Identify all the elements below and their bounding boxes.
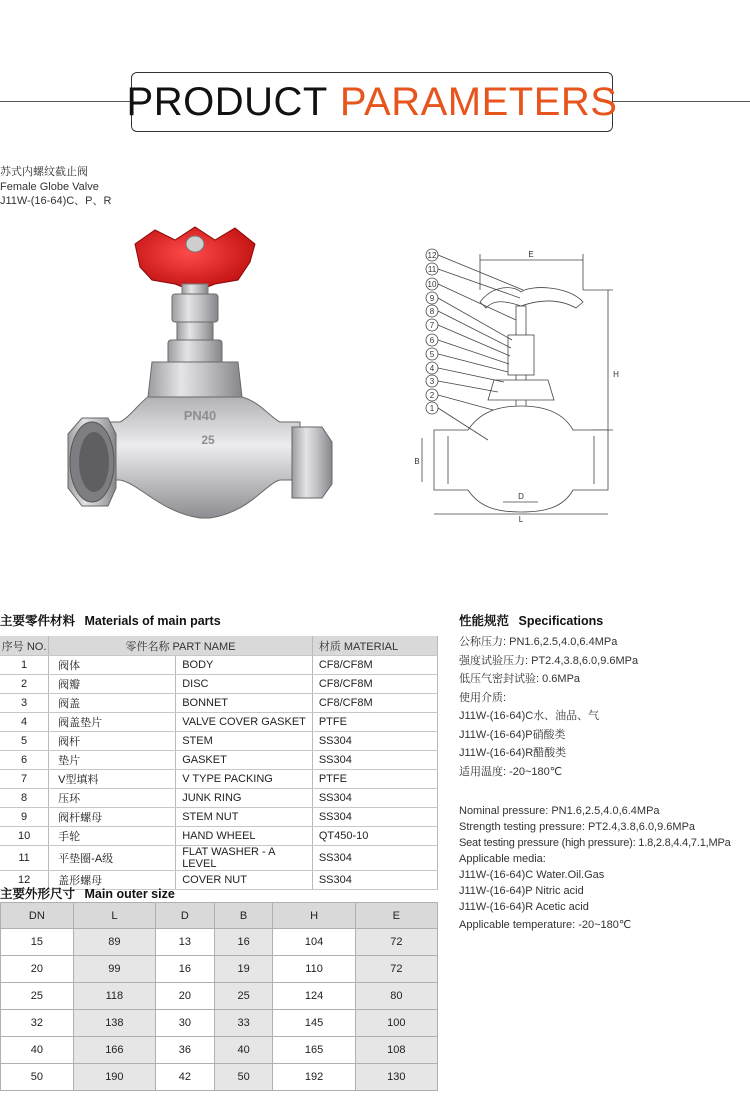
part-material: PTFE [312,713,437,732]
part-material: QT450-10 [312,827,437,846]
part-name-cn: 压环 [49,789,176,808]
materials-row [0,808,438,827]
materials-row [0,656,438,675]
spec-en-line: Applicable media: [459,853,546,865]
materials-title-en: Materials of main parts [84,614,221,628]
part-material: PTFE [312,770,437,789]
part-name-en: FLAT WASHER - A LEVEL [176,846,313,871]
dim-cell-h: 192 [273,1064,355,1091]
part-no: 11 [0,846,49,871]
materials-row [0,789,438,808]
part-callout-9: 9 [429,294,435,303]
dimensions-row [1,1037,438,1064]
dim-cell-e: 100 [355,1010,437,1037]
dim-cell-dn: 25 [1,983,74,1010]
dim-cell-h: 110 [273,956,355,983]
part-no: 12 [0,871,49,890]
spec-cn-line: 强度试验压力: PT2.4,3.8,6.0,9.6MPa [459,654,639,667]
product-name-en: Female Globe Valve [0,180,99,193]
part-material: SS304 [312,751,437,770]
part-callout-12: 12 [427,251,437,260]
dim-cell-l: 99 [73,956,155,983]
spec-en-line: Strength testing pressure: PT2.4,3.8,6.0,9.6MPa [459,821,696,833]
part-no: 9 [0,808,49,827]
dim-cell-l: 138 [73,1010,155,1037]
dimensions-row [1,983,438,1010]
dim-cell-d: 20 [156,983,215,1010]
materials-row [0,732,438,751]
dimensions-row [1,1064,438,1091]
dim-cell-b: 50 [214,1064,273,1091]
col-l: L [73,903,155,929]
part-material: SS304 [312,871,437,890]
dim-label-l: L [518,515,524,524]
dim-cell-e: 108 [355,1037,437,1064]
materials-row [0,827,438,846]
part-name-cn: 垫片 [49,751,176,770]
col-part-name: 零件名称 PART NAME [49,636,313,656]
dimensions-row [1,1010,438,1037]
dim-cell-d: 13 [156,929,215,956]
spec-en-line: J11W-(16-64)R Acetic acid [459,901,589,913]
part-callout-7: 7 [429,321,435,330]
col-dn: DN [1,903,74,929]
dim-cell-e: 72 [355,956,437,983]
materials-table [0,636,438,890]
materials-row [0,713,438,732]
dimensions-row [1,929,438,956]
dimensions-header-row [1,903,438,929]
specifications-cn-list [459,633,638,781]
part-name-cn: 阀瓣 [49,675,176,694]
specifications-title-cn: 性能规范 [459,614,510,628]
part-material: SS304 [312,732,437,751]
page-title [126,72,618,132]
part-material: SS304 [312,808,437,827]
part-no: 1 [0,656,49,675]
dim-cell-e: 72 [355,929,437,956]
part-name-en: VALVE COVER GASKET [176,713,313,732]
part-name-cn: 手轮 [49,827,176,846]
part-callout-6: 6 [429,336,435,345]
dim-cell-b: 16 [214,929,273,956]
part-name-en: GASKET [176,751,313,770]
dim-cell-b: 19 [214,956,273,983]
materials-title-cn: 主要零件材料 [0,614,76,628]
dim-cell-b: 25 [214,983,273,1010]
dim-cell-d: 36 [156,1037,215,1064]
specifications-title [459,611,603,629]
body-marking-pn: PN40 [183,408,217,423]
part-name-en: DISC [176,675,313,694]
part-callout-2: 2 [429,391,435,400]
dim-cell-b: 33 [214,1010,273,1037]
part-material: SS304 [312,789,437,808]
dimensions-title [0,884,175,902]
header-rule-left [0,101,131,102]
dim-cell-dn: 50 [1,1064,74,1091]
dim-label-e: E [528,250,534,259]
dimensions-row [1,956,438,983]
dim-cell-h: 104 [273,929,355,956]
dim-cell-dn: 20 [1,956,74,983]
dim-cell-d: 16 [156,956,215,983]
part-name-cn: 平垫圈-A级 [49,846,176,871]
valve-drawing [408,240,630,525]
part-callout-4: 4 [429,364,435,373]
dim-label-b: B [414,457,420,466]
specifications-en-list [459,803,731,933]
part-no: 2 [0,675,49,694]
col-material: 材质 MATERIAL [312,636,437,656]
dim-cell-dn: 15 [1,929,74,956]
spec-cn-line: 使用介质: [459,691,507,704]
dimensions-table [0,902,438,1091]
valve-photo [60,222,350,527]
part-callout-5: 5 [429,350,435,359]
dim-cell-b: 40 [214,1037,273,1064]
spec-cn-line: 低压气密封试验: 0.6MPa [459,673,581,685]
col-no: 序号 NO. [0,636,49,656]
part-callout-3: 3 [429,377,435,386]
part-no: 5 [0,732,49,751]
dim-cell-dn: 40 [1,1037,74,1064]
part-material: CF8/CF8M [312,694,437,713]
part-no: 4 [0,713,49,732]
dim-label-h: H [613,370,619,379]
dim-cell-dn: 32 [1,1010,74,1037]
part-name-en: BODY [176,656,313,675]
title-word-parameters: PARAMETERS [339,79,618,124]
dim-cell-l: 118 [73,983,155,1010]
product-label [0,165,111,209]
spec-cn-line: J11W-(16-64)C水、油品、气 [459,710,600,722]
spec-en-line: J11W-(16-64)C Water.Oil.Gas [459,869,605,881]
part-name-en: COVER NUT [176,871,313,890]
spec-cn-line: 公称压力: PN1.6,2.5,4.0,6.4MPa [459,636,618,648]
dim-cell-h: 145 [273,1010,355,1037]
dim-cell-d: 30 [156,1010,215,1037]
col-h: H [273,903,355,929]
spec-cn-line: J11W-(16-64)R醋酸类 [459,747,567,759]
part-material: CF8/CF8M [312,656,437,675]
dim-cell-h: 165 [273,1037,355,1064]
part-name-cn: V型填料 [49,770,176,789]
col-d: D [156,903,215,929]
part-no: 8 [0,789,49,808]
materials-row [0,675,438,694]
part-name-en: V TYPE PACKING [176,770,313,789]
part-callout-10: 10 [427,280,437,289]
spec-cn-line: J11W-(16-64)P硝酸类 [459,728,566,741]
spec-cn-line: 适用温度: -20~180℃ [459,765,563,778]
specifications-title-en: Specifications [518,614,604,628]
part-no: 10 [0,827,49,846]
col-e: E [355,903,437,929]
dim-label-d: D [518,492,524,501]
part-no: 6 [0,751,49,770]
part-name-cn: 盖形螺母 [49,871,176,890]
part-name-en: HAND WHEEL [176,827,313,846]
part-name-en: JUNK RING [176,789,313,808]
col-b: B [214,903,273,929]
part-no: 3 [0,694,49,713]
part-name-en: BONNET [176,694,313,713]
part-name-cn: 阀杆 [49,732,176,751]
dimensions-title-en: Main outer size [84,887,175,901]
body-marking-size: 25 [201,433,215,447]
spec-en-line: J11W-(16-64)P Nitric acid [459,885,584,897]
spec-en-line: Nominal pressure: PN1.6,2.5,4.0,6.4MPa [459,805,660,817]
part-callout-1: 1 [429,404,435,413]
materials-row [0,751,438,770]
part-name-en: STEM NUT [176,808,313,827]
spec-en-line: Seat testing pressure (high pressure): 1.8,2.8,4.4,7.1,MPa [459,837,731,849]
dimensions-title-cn: 主要外形尺寸 [0,887,76,901]
title-word-product: PRODUCT [126,79,328,124]
header-rule-right [613,101,750,102]
spec-en-line: Applicable temperature: -20~180℃ [459,919,632,931]
product-name-cn: 苏式内螺纹截止阀 [0,166,88,178]
dim-cell-e: 80 [355,983,437,1010]
part-name-cn: 阀体 [49,656,176,675]
part-no: 7 [0,770,49,789]
dim-cell-l: 166 [73,1037,155,1064]
part-name-cn: 阀杆螺母 [49,808,176,827]
part-name-en: STEM [176,732,313,751]
materials-row [0,694,438,713]
dim-cell-l: 190 [73,1064,155,1091]
materials-row [0,846,438,871]
part-callout-11: 11 [427,265,437,274]
part-material: CF8/CF8M [312,675,437,694]
dim-cell-e: 130 [355,1064,437,1091]
materials-title [0,611,221,629]
dim-cell-d: 42 [156,1064,215,1091]
part-material: SS304 [312,846,437,871]
materials-row [0,770,438,789]
part-callout-8: 8 [429,307,435,316]
dim-cell-l: 89 [73,929,155,956]
product-model: J11W-(16-64)C、P、R [0,195,112,207]
part-name-cn: 阀盖 [49,694,176,713]
dim-cell-h: 124 [273,983,355,1010]
part-name-cn: 阀盖垫片 [49,713,176,732]
materials-header-row [0,636,438,656]
